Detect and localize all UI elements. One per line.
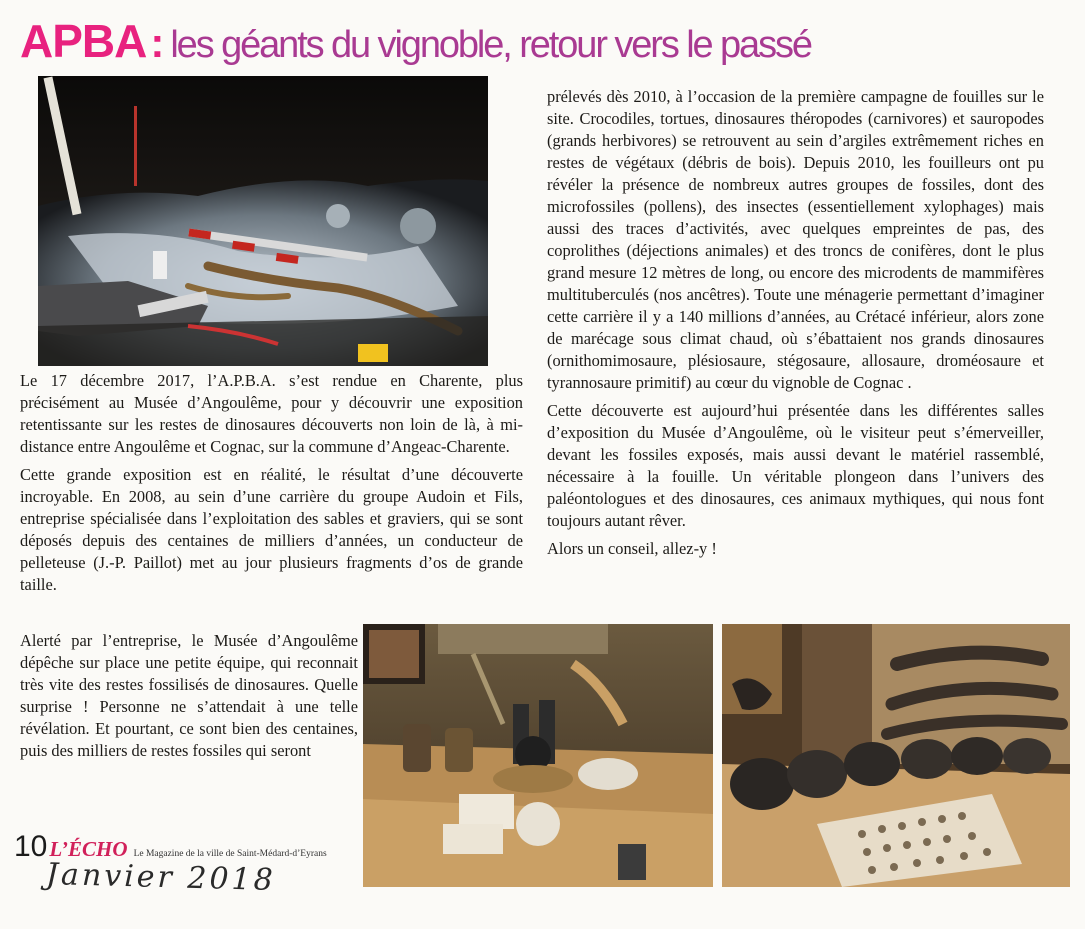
paragraph: Alors un conseil, allez-y !: [547, 539, 717, 558]
title-separator: :: [150, 19, 165, 66]
handwritten-date: Janvier 2018: [45, 856, 277, 899]
lab-equipment-photo: [363, 624, 713, 887]
paragraph: prélevés dès 2010, à l’occasion de la première campagne de fouilles sur le site. Crocodiles, tortues, dinosaures théropodes (carnivores) et sauropodes (grands herbivores) se retrouvent au sein d’argiles extrêmement riches en restes de végétaux (débris de bois). Depuis 2010, les fouilleurs ont pu révéler la présence de nombreux autres groupes de fossiles, dont des microfossiles (pollens), des insectes (essentiellement xylophages) mais aussi des traces d’activités, avec quelques empreintes de pas, des coprolithes (déjections animales) et des troncs de conifères, dont le plus grand mesure 12 mètres de long, ou encore des microdents de mammifères multituberculés (nos ancêtres). Toute une ménagerie permettant d’imaginer cette carrière il y a 140 millions d’années, au Crétacé inférieur, alors zone de marécage sous climat chaud, où s’ébattaient nos grands dinosaures (ornithomimosaure, plésiosaure, stégosaure, allosaure, droméosaure et tyrannosaure primitif) au cœur du vignoble de Cognac .: [547, 87, 1044, 392]
article-title: [20, 14, 1070, 72]
paragraph: Cette grande exposition est en réalité, le résultat d’une découverte incroyable. En 2008, au sein d’une carrière du groupe Audoin et Fils, entreprise spécialisée dans l’exploitation des sables et graviers, qui se sont déposés depuis des centaines de milliers d’années, un conducteur de pelleteuse (J.-P. Paillot) met au jour plusieurs fragments d’os de grande taille.: [20, 465, 523, 594]
fossil-bones-photo: [722, 624, 1070, 887]
title-brand: APBA: [20, 15, 147, 67]
magazine-logo: L’ÉCHO: [49, 837, 128, 861]
page-number: 10: [14, 830, 48, 863]
title-subtitle: les géants du vignoble, retour vers le passé: [170, 24, 811, 66]
paragraph: Alerté par l’entreprise, le Musée d’Angoulême dépêche sur place une petite équipe, qui reconnait très vite des restes fossilisés de dinosaures. Quelle surprise ! Personne ne s’attendait à une telle révélation. Et pourtant, ce sont bien des centaines, puis des milliers de restes fossiles qui seront: [20, 631, 358, 760]
paragraph: Cette découverte est aujourd’hui présentée dans les différentes salles d’exposition du Musée d’Angoulême, où le visiteur peut s’émerveiller, devant les fossiles exposés, mais aussi devant le matériel rassemblé, nécessaire à la fouille. Un véritable plongeon dans l’univers des paléontologues et des dinosaures, ces animaux mythiques, qui nous font toujours autant rêver.: [547, 401, 1044, 530]
paragraph: Le 17 décembre 2017, l’A.P.B.A. s’est rendue en Charente, plus précisément au Musée d’Angoulême, pour y découvrir une exposition retentissante sur les restes de dinosaures découverts non loin de là, à mi-distance entre Angoulême et Cognac, sur la commune d’Angeac-Charente.: [20, 371, 523, 456]
left-column: [20, 370, 523, 602]
magazine-tagline: Le Magazine de la ville de Saint-Médard-d’Eyrans: [133, 849, 327, 859]
right-column: [547, 86, 1044, 566]
left-column-continued: [20, 630, 358, 768]
excavation-photo: [38, 76, 488, 366]
